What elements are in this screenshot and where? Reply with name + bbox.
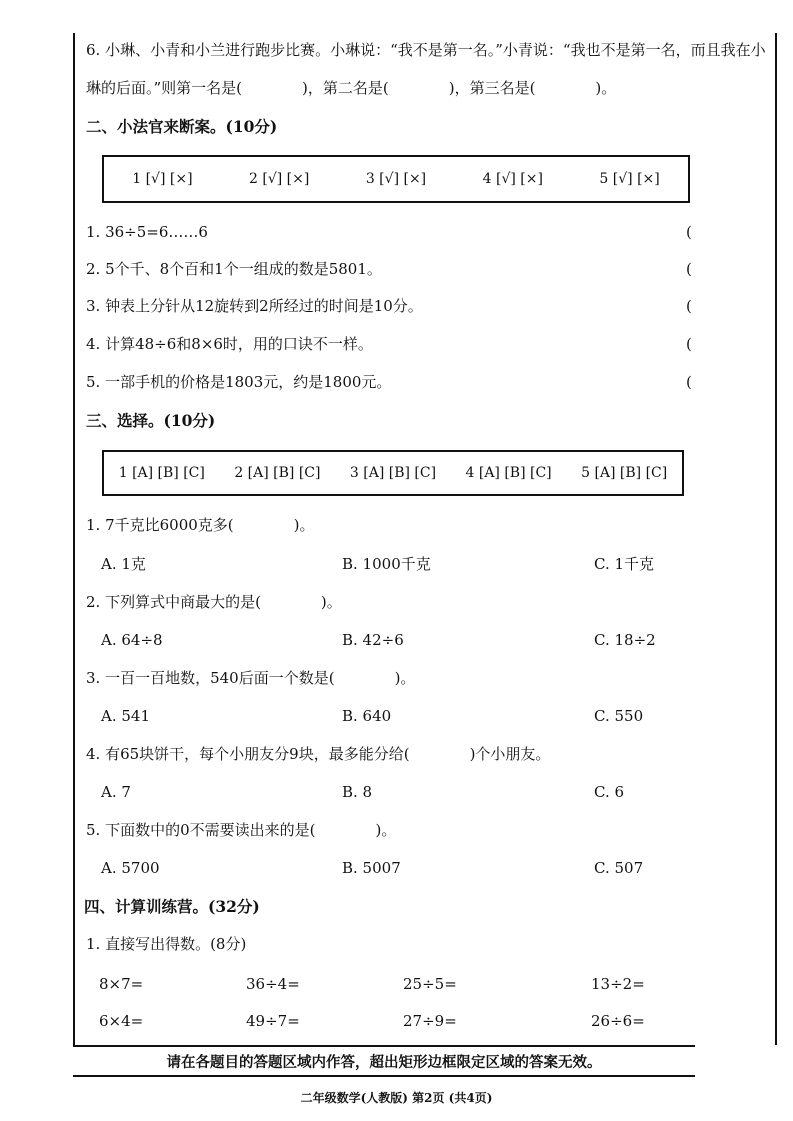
section4-heading: 四、计算训练营。(32分) <box>84 897 260 916</box>
calc-r1-c3: 25÷5= <box>403 975 457 993</box>
calc-r1-c4: 13÷2= <box>591 975 645 993</box>
notice-text: 请在各题目的答题区域内作答，超出矩形边框限定区域的答案无效。 <box>166 1053 602 1071</box>
choice-q1-option-a: A. 1克 <box>101 555 146 573</box>
tf-answer-5[interactable]: 5 [√] [×] <box>599 171 660 187</box>
tf-answer-4[interactable]: 4 [√] [×] <box>482 171 543 187</box>
choice-q1-option-b: B. 1000千克 <box>342 555 431 573</box>
choice-q3-option-b: B. 640 <box>342 707 392 725</box>
tf-item-2: 2. 5个千、8个百和1个一组成的数是5801。 <box>86 260 382 278</box>
choice-answer-2[interactable]: 2 [A] [B] [C] <box>234 465 321 481</box>
choice-q2-option-a: A. 64÷8 <box>101 631 163 649</box>
choice-answer-1[interactable]: 1 [A] [B] [C] <box>118 465 205 481</box>
calc-r2-c1: 6×4= <box>99 1012 144 1030</box>
tf-item-5: 5. 一部手机的价格是1803元，约是1800元。 <box>86 373 392 391</box>
section2-heading: 二、小法官来断案。(10分) <box>86 117 278 136</box>
choice-q4-stem: 4. 有65块饼干，每个小朋友分9块，最多能分给( )个小朋友。 <box>86 745 551 763</box>
section2-answer-box <box>102 155 690 203</box>
choice-q2-option-b: B. 42÷6 <box>342 631 404 649</box>
tf-bracket-1: ( <box>686 223 692 241</box>
calc-r2-c3: 27÷9= <box>403 1012 457 1030</box>
q6-line1: 6. 小琳、小青和小兰进行跑步比赛。小琳说：“我不是第一名。”小青说：“我也不是第一名，而且我在小 <box>86 41 766 59</box>
tf-item-3: 3. 钟表上分针从12旋转到2所经过的时间是10分。 <box>86 297 423 315</box>
tf-item-1: 1. 36÷5=6……6 <box>86 223 208 241</box>
answer-area-notice <box>73 1045 695 1077</box>
choice-q4-option-a: A. 7 <box>101 783 131 801</box>
calc-r1-c2: 36÷4= <box>246 975 300 993</box>
section3-heading: 三、选择。(10分) <box>86 411 216 430</box>
tf-bracket-5: ( <box>686 373 692 391</box>
page-footer: 二年级数学(人教版) 第2页 (共4页) <box>300 1091 493 1105</box>
choice-q1-option-c: C. 1千克 <box>594 555 655 573</box>
tf-answer-3[interactable]: 3 [√] [×] <box>365 171 427 187</box>
choice-q5-option-c: C. 507 <box>594 859 644 877</box>
calc-r2-c2: 49÷7= <box>246 1012 300 1030</box>
choice-q4-option-c: C. 6 <box>594 783 625 801</box>
tf-answer-1[interactable]: 1 [√] [×] <box>132 171 193 187</box>
choice-q5-option-b: B. 5007 <box>342 859 401 877</box>
choice-q2-option-c: C. 18÷2 <box>594 631 656 649</box>
section4-sub1: 1. 直接写出得数。(8分) <box>86 935 247 953</box>
calc-r2-c4: 26÷6= <box>591 1012 645 1030</box>
choice-q5-stem: 5. 下面数中的0不需要读出来的是( )。 <box>86 821 397 839</box>
choice-answer-5[interactable]: 5 [A] [B] [C] <box>581 465 668 481</box>
section3-answer-box <box>102 450 684 496</box>
choice-answer-3[interactable]: 3 [A] [B] [C] <box>349 465 437 481</box>
choice-q4-option-b: B. 8 <box>342 783 373 801</box>
tf-bracket-3: ( <box>686 297 692 315</box>
calc-r1-c1: 8×7= <box>99 975 144 993</box>
choice-answer-4[interactable]: 4 [A] [B] [C] <box>465 465 552 481</box>
choice-q3-option-a: A. 541 <box>101 707 150 725</box>
tf-bracket-4: ( <box>686 335 692 353</box>
choice-q3-stem: 3. 一百一百地数，540后面一个数是( )。 <box>86 669 416 687</box>
choice-q5-option-a: A. 5700 <box>101 859 160 877</box>
tf-answer-2[interactable]: 2 [√] [×] <box>249 171 310 187</box>
choice-q2-stem: 2. 下列算式中商最大的是( )。 <box>86 593 342 611</box>
q6-line2: 琳的后面。”则第一名是( )，第二名是( )，第三名是( )。 <box>86 79 617 97</box>
choice-q3-option-c: C. 550 <box>594 707 644 725</box>
tf-bracket-2: ( <box>686 260 692 278</box>
tf-item-4: 4. 计算48÷6和8×6时，用的口诀不一样。 <box>86 335 373 353</box>
choice-q1-stem: 1. 7千克比6000克多( )。 <box>86 516 315 534</box>
